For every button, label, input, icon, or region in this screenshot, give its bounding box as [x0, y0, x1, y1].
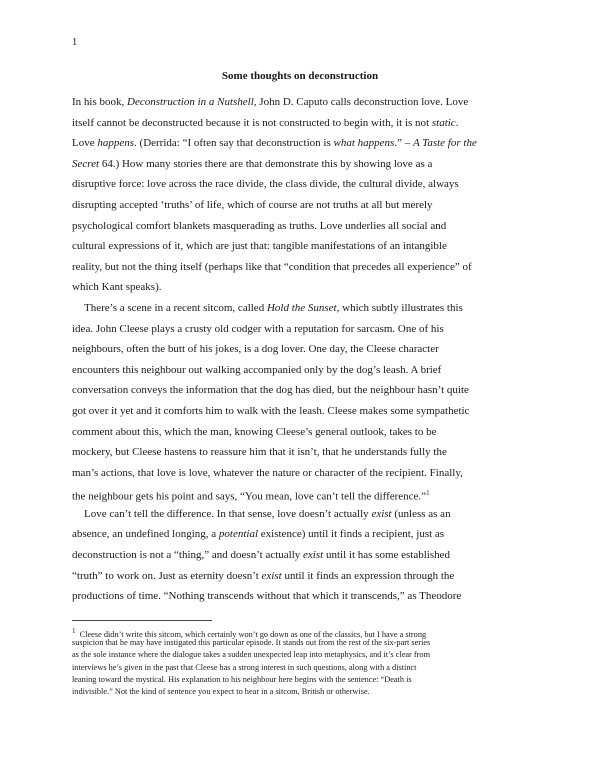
text-line: Love happens. (Derrida: “I often say that deconstruction is what happens.” – A Taste for the	[72, 137, 477, 150]
text-line: reality, but not the thing itself (perhaps like that “condition that precedes all experience” of	[72, 260, 472, 273]
text-line: Secret 64.) How many stories there are that demonstrate this by showing love as a	[72, 157, 433, 170]
footnote-line: indivisible.” Not the kind of sentence you expect to hear in a sitcom, British or otherwise.	[72, 686, 370, 696]
text-line: disrupting accepted ‘truths’ of life, which of course are not truths at all but merely	[72, 198, 433, 211]
text-line: mockery, but Cleese hastens to reassure him that it isn’t, that he understands fully the	[72, 446, 447, 459]
text-line: “truth” to work on. Just as eternity doesn’t exist until it finds an expression through the	[72, 569, 455, 582]
footnote-line	[72, 625, 532, 637]
text-line: itself cannot be deconstructed because it is not constructed to begin with, it is not static.	[72, 116, 459, 129]
paragraph	[72, 504, 532, 607]
paragraph	[72, 298, 532, 504]
footnote-line: leaning toward the mystical. His explanation to his neighbour here begins with the sentence: “Death is	[72, 674, 412, 684]
text-line: got over it yet and it comforts him to walk with the leash. Cleese makes some sympathetic	[72, 404, 470, 417]
text-line: There’s a scene in a recent sitcom, called Hold the Sunset, which subtly illustrates this	[84, 301, 463, 314]
document-body	[72, 92, 532, 607]
text-line	[72, 483, 532, 504]
footnote-text: Cleese didn’t write this sitcom, which certainly won’t go down as one of the classics, but I have a strong	[79, 629, 427, 639]
footnote-reference[interactable]: 1	[426, 489, 430, 498]
text-line: disruptive force: love across the race divide, the class divide, the cultural divide, always	[72, 178, 459, 191]
text-line: productions of time. “Nothing transcends without that which it transcends,” as Theodore	[72, 590, 462, 603]
text-line: neighbours, often the butt of his jokes, is a dog lover. One day, the Cleese character	[72, 343, 439, 356]
text-line: which Kant speaks).	[72, 281, 162, 294]
footnote-marker: 1	[72, 627, 76, 635]
text-line-content: the neighbour gets his point and says, “You mean, love can’t tell the difference.”	[72, 490, 427, 503]
footnote-separator	[72, 620, 212, 621]
document-title: Some thoughts on deconstruction	[221, 70, 379, 82]
footnote-line: as the sole instance where the dialogue takes a sudden unexpected leap into metaphysics, and it’s clear from	[72, 650, 431, 660]
paragraph	[72, 92, 532, 298]
footnote-line: suspicion that he may have instigated this particular episode. It stands out from the rest of the six-part series	[72, 638, 431, 648]
text-line: cultural expressions of it, which are just that: tangible manifestations of an intangible	[72, 240, 447, 253]
footnote	[72, 625, 532, 698]
text-line: conversation conveys the information that the dog has died, but the neighbour hasn’t quite	[72, 384, 469, 397]
text-line: In his book, Deconstruction in a Nutshell, John D. Caputo calls deconstruction love. Love	[72, 96, 469, 108]
text-line: psychological comfort blankets masquerading as truths. Love underlies all social and	[72, 219, 447, 232]
text-line: deconstruction is not a “thing,” and doesn’t actually exist until it has some established	[72, 549, 451, 562]
page-number: 1	[72, 37, 78, 48]
text-line: man’s actions, that love is love, whatever the nature or character of the recipient. Finally,	[72, 466, 463, 479]
footnote-line: interviews he’s given in the past that Cleese has a strong interest in such questions, along with a distinct	[72, 662, 417, 672]
text-line: comment about this, which the man, knowing Cleese’s general outlook, takes to be	[72, 425, 437, 438]
text-line: Love can’t tell the difference. In that sense, love doesn’t actually exist (unless as an	[84, 507, 451, 520]
text-line: encounters this neighbour out walking accompanied only by the dog’s leash. A brief	[72, 363, 442, 376]
text-line: absence, an undefined longing, a potential existence) until it finds a recipient, just as	[72, 528, 445, 541]
text-line: idea. John Cleese plays a crusty old codger with a reputation for sarcasm. One of his	[72, 322, 444, 335]
